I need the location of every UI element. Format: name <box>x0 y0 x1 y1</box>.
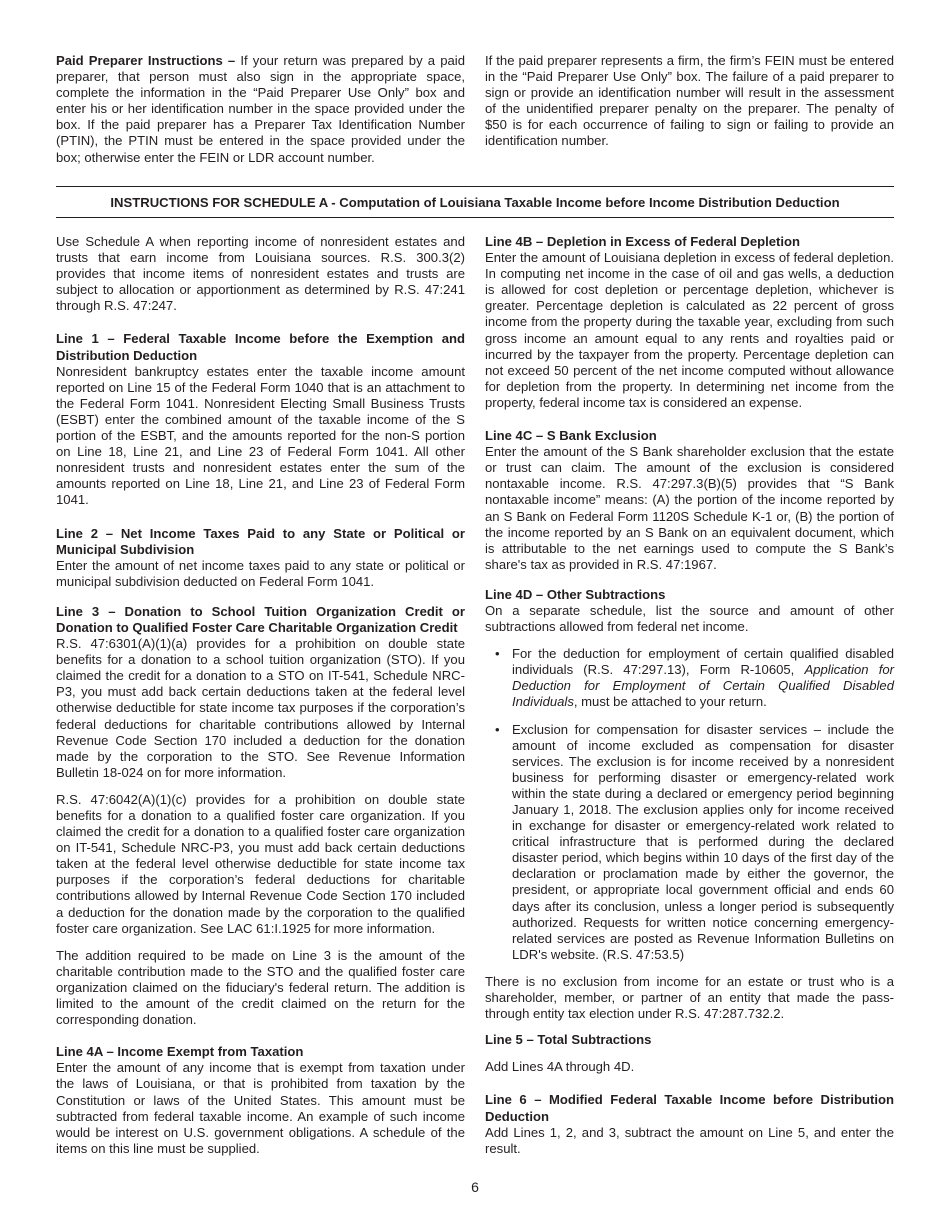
paid-preparer-firm-instructions <box>485 53 894 150</box>
bullet-1-form-title: Application for Deduction for Employment of Certain Qualified Disabled Individuals <box>512 662 894 710</box>
line-3-section <box>56 604 465 1028</box>
page-number: 6 <box>471 1179 479 1195</box>
line-3-heading: Line 3 – Donation to School Tuition Organization Credit or Donation to Qualified Foster Care Charitable Organization Credit <box>56 603 465 635</box>
right-column <box>485 234 894 1174</box>
line-4a-text: Enter the amount of any income that is exempt from taxation under the laws of Louisiana, or that is prohibited from taxation by the Constitution or laws of the United States. This amount must be subtracted from federal taxable income. An example of such income would be interest on U.S. government obligations. A schedule of the items on this line must be supplied. <box>56 1060 465 1156</box>
line-4c-text: Enter the amount of the S Bank shareholder exclusion that the estate or trust can claim. The amount of the exclusion is considered nontaxable income. R.S. 47:297.3(B)(5) provides that “S Bank nontaxable income” means: (A) the portion of the income reported by an S Bank on Federal Form 1120S Schedule K-1 or, (B) the portion of the income reported by an S Bank on an equivalent document, which is attributable to the net earnings used to compute the S Bank’s share's tax as provided in R.S. 47:1967. <box>485 444 894 572</box>
line-1-section <box>56 331 465 508</box>
schedule-a-intro <box>56 234 465 314</box>
bullet-2-text: Exclusion for compensation for disaster services – include the amount of income excluded as compensation for disaster services. The exclusion is for income received by a nonresident business for performing disaster or emergency-related work within the state during a declared or emergency period beginning January 1, 2018. The exclusion applies only for income received in exchange for disaster or emergency-related work related to critical infrastructure that is performed during the declared disaster period, which begins within 10 days of the first day of the declaration or proclamation made by either the governor, the president, or appropriate local government official and ends 60 days after its conclusion, unless a longer period is subsequently authorized. Requests for written notice concerning emergency-related services are posted as Revenue Information Bulletins on LDR's website. (R.S. 47:53.5) <box>512 721 894 962</box>
paid-preparer-firm-text: If the paid preparer represents a firm, the firm’s FEIN must be entered in the “Paid Preparer Use Only” box. The failure of a paid preparer to sign or provide an identification number will result in the assessment of the unidentified preparer penalty on the preparer. The penalty of $50 is for each occurrence of failing to sign or failing to provide an identification number. <box>485 53 894 149</box>
line-4d-bullet-disaster-services <box>485 722 894 963</box>
line-5-heading: Line 5 – Total Subtractions <box>485 1032 652 1048</box>
line-4c-section <box>485 428 894 573</box>
line-4b-text: Enter the amount of Louisiana depletion in excess of federal depletion. In computing net income in the case of oil and gas wells, a deduction is allowed for cost depletion or percentage depletion, whichever is greater. Percentage depletion is calculated as 22 percent of gross income from the property during the taxable year, excluding from such gross income an amount equal to any rents and royalties paid or incurred by the taxpayer from the property. Percentage depletion can not exceed 50 percent of the net income computed without allowance for depletion from the property. In determining net income from the property, federal income tax is considered an expense. <box>485 250 894 410</box>
intro-text: Use Schedule A when reporting income of nonresident estates and trusts that earn income from Louisiana sources. R.S. 300.3(2) provides that income items of nonresident estates and trusts are subject to allocation or apportionment as determined by R.S. 47:241 through R.S. 47:247. <box>56 234 465 314</box>
left-column <box>56 234 465 1174</box>
line-4d-section <box>485 587 894 1022</box>
line-2-section <box>56 526 465 590</box>
paid-preparer-paragraph <box>56 53 465 166</box>
line-4b-section <box>485 234 894 411</box>
paid-preparer-heading: Paid Preparer Instructions – <box>56 53 236 68</box>
line-4b-heading: Line 4B – Depletion in Excess of Federal Depletion <box>485 234 801 249</box>
line-4d-bullet-list <box>485 646 894 963</box>
line-3-paragraph-3: The addition required to be made on Line 3 is the amount of the charitable contribution made to the STO and the qualified foster care organization claimed on the fiduciary's federal return. The addition is limited to the amount of the credit claimed on the return for the corresponding donation. <box>56 947 465 1028</box>
line-5-section <box>485 1032 894 1075</box>
line-4d-heading: Line 4D – Other Subtractions <box>485 586 666 602</box>
line-6-text: Add Lines 1, 2, and 3, subtract the amount on Line 5, and enter the result. <box>485 1124 894 1156</box>
line-2-text: Enter the amount of net income taxes paid to any state or political or municipal subdivision deducted on Federal Form 1041. <box>56 557 465 589</box>
line-4d-closing: There is no exclusion from income for an estate or trust who is a shareholder, member, or partner of an entity that made the pass-through entity tax election under R.S. 47:287.732.2. <box>485 973 894 1022</box>
paid-preparer-text: If your return was prepared by a paid preparer, that person must also sign in the appropriate space, complete the information in the “Paid Preparer Use Only” box and enter his or her identification number in the space provided under the box. If the paid preparer has a Preparer Tax Identification Number (PTIN), the PTIN must be entered in the space provided under the box; otherwise enter the FEIN or LDR account number. <box>56 53 465 165</box>
line-4a-heading: Line 4A – Income Exempt from Taxation <box>56 1044 304 1060</box>
line-4d-text: On a separate schedule, list the source and amount of other subtractions allowed from federal net income. <box>485 602 894 635</box>
line-4d-bullet-disabled-employment <box>485 646 894 710</box>
bullet-1-pre: For the deduction for employment of certain qualified disabled individuals (R.S. 47:297.13), Form R-10605, <box>512 646 894 678</box>
line-3-paragraph-1: R.S. 47:6301(A)(1)(a) provides for a prohibition on double state benefits for a donation to a school tuition organization (STO). If you claimed the credit for a donation to a STO on IT-541, Schedule NRC-P3, you must add back certain deductions taken at the federal level otherwise deductible for state income tax purposes if the corporation’s federal deductions for charitable contributions allowed by Internal Revenue Code Section 170 included a deduction for the donation made by the corporation to the STO. See Revenue Information Bulletin 18-024 on for more information. <box>56 636 465 780</box>
schedule-a-title-bar <box>56 186 894 218</box>
schedule-a-title: INSTRUCTIONS FOR SCHEDULE A - Computation of Louisiana Taxable Income before Income Distribution Deduction <box>110 195 840 210</box>
line-4a-section <box>56 1044 465 1157</box>
line-2-heading: Line 2 – Net Income Taxes Paid to any State or Political or Municipal Subdivision <box>56 525 465 557</box>
line-1-text: Nonresident bankruptcy estates enter the taxable income amount reported on Line 15 of the Federal Form 1040 that is an attachment to the Federal Form 1041. Nonresident Electing Small Business Trusts (ESBT) enter the combined amount of the taxable income of the S portion of the ESBT, and the amounts reported for the non-S portion on Line 18, Line 21, and Line 23 of Federal Form 1041. All other nonresident trusts and nonresident estates enter the sum of the amounts reported on Line 18, Line 21, and Line 23 of Federal Form 1041. <box>56 363 465 508</box>
line-3-paragraph-2: R.S. 47:6042(A)(1)(c) provides for a prohibition on double state benefits for a donation to a qualified foster care organization. If you claimed the credit for a donation to a qualified foster care organization on IT-541, Schedule NRC-P3, you must add back certain deductions taken at the federal level otherwise deductible for state income tax purposes if the corporation’s federal deductions for charitable contributions allowed by Internal Revenue Code Section 170 included a deduction for the donation made by the corporation to the qualified foster care organization. See LAC 61:I.1925 for more information. <box>56 791 465 936</box>
line-5-text: Add Lines 4A through 4D. <box>485 1059 635 1075</box>
line-6-section <box>485 1092 894 1156</box>
line-1-heading: Line 1 – Federal Taxable Income before the Exemption and Distribution Deduction <box>56 331 465 363</box>
bullet-1-post: , must be attached to your return. <box>573 694 767 710</box>
line-4c-heading: Line 4C – S Bank Exclusion <box>485 428 657 444</box>
paid-preparer-instructions <box>56 53 465 166</box>
line-6-heading: Line 6 – Modified Federal Taxable Income before Distribution Deduction <box>485 1092 894 1124</box>
